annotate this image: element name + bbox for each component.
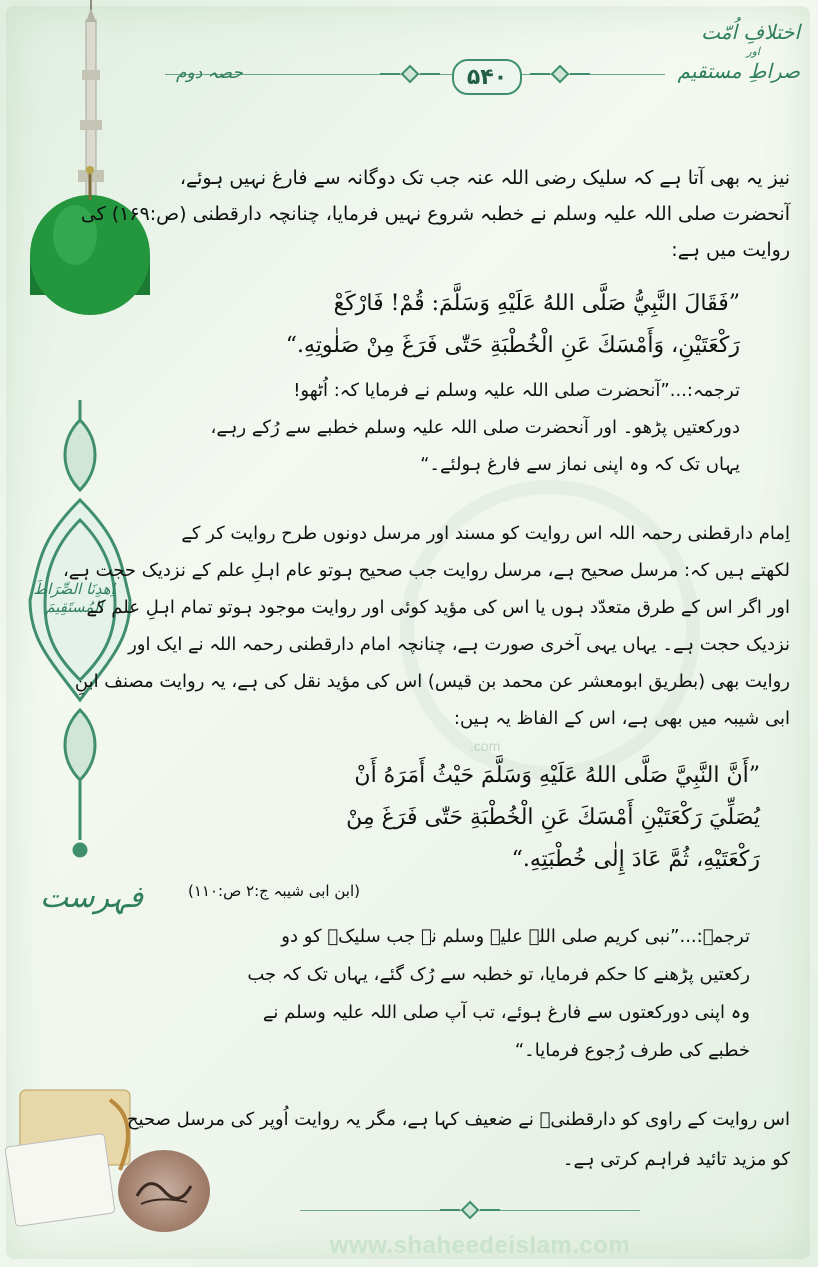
footer-ornament-icon bbox=[440, 1200, 500, 1220]
text-line: دورکعتیں پڑھو۔ اور آنحضرت صلی اللہ علیہ وسلم خطبے سے رُکے رہے، bbox=[210, 417, 740, 438]
text-line: لکھتے ہیں کہ: مرسل صحیح ہے، مرسل روایت جب صحیح ہوتو عام اہلِ علم کے نزدیک حجت ہے، bbox=[63, 560, 790, 581]
text-line: اِمام دارقطنی رحمہ اللہ اس روایت کو مسند اور مرسل دونوں طرح روایت کر کے bbox=[181, 523, 790, 544]
index-link[interactable]: فہرست bbox=[40, 880, 144, 915]
book-title bbox=[650, 20, 800, 84]
website-link[interactable]: www.shaheedeislam.com bbox=[329, 1232, 631, 1259]
sidebar-calligraphy: اِهدِنَا الصِّرَاطَ المُستَقِيمَ bbox=[33, 580, 115, 616]
translation-1 bbox=[210, 372, 740, 483]
hadith-reference: (ابن ابی شیبہ ج:۲ ص:۱۱۰) bbox=[188, 882, 360, 900]
arabic-line: رَكْعَتَيْنِ، وَأَمْسَكَ عَنِ الْخُطْبَةِ حَتّٰى فَرَغَ مِنْ صَلٰوتِهِ.“ bbox=[285, 333, 740, 358]
logo-calligraphy-icon bbox=[129, 1166, 199, 1216]
text-line: اس روایت کے راوی کو دارقطنیؒ نے ضعیف کہا ہے، مگر یہ روایت اُوپر کی مرسل صحیح bbox=[126, 1109, 790, 1130]
watermark-text: .com bbox=[470, 738, 501, 754]
text-line: اور اگر اس کے طرق متعدّد ہوں یا اس کی مؤید کوئی اور روایت موجود ہوتو تمام اہلِ علم کے bbox=[86, 597, 790, 618]
publisher-logo bbox=[118, 1150, 210, 1232]
text-line: روایت میں ہے: bbox=[671, 239, 790, 261]
arabic-quote-2 bbox=[200, 755, 760, 881]
text-line: نیز یہ بھی آتا ہے کہ سلیک رضی اللہ عنہ جب تک دوگانہ سے فارغ نہیں ہوئے، bbox=[179, 167, 790, 189]
arabic-line: ”فَقَالَ النَّبِيُّ صَلَّى اللهُ عَلَيْهِ وَسَلَّمَ: قُمْ! فَارْكَعْ bbox=[333, 291, 740, 316]
arabic-line: يُصَلِّيَ رَكْعَتَيْنِ أَمْسَكَ عَنِ الْخُطْبَةِ حَتّٰى فَرَغَ مِنْ bbox=[346, 805, 760, 830]
green-dome-icon bbox=[30, 166, 150, 315]
paragraph-3 bbox=[126, 1100, 790, 1180]
text-line: خطبے کی طرف رُجوع فرمایا۔“ bbox=[514, 1040, 750, 1061]
section-label: حصہ دوم bbox=[176, 63, 243, 83]
ornate-frame-icon bbox=[30, 400, 130, 856]
text-line: آنحضرت صلی اللہ علیہ وسلم نے خطبہ شروع نہیں فرمایا، چنانچہ دارقطنی (ص:۱۶۹) کی bbox=[80, 203, 790, 225]
text-line: نزدیک حجت ہے۔ یہاں یہی آخری صورت ہے، چنانچہ امام دارقطنی رحمہ اللہ نے ایک اور bbox=[128, 634, 790, 655]
text-line: وہ اپنی دورکعتوں سے فارغ ہوئے، تب آپ صلی اللہ علیہ وسلم نے bbox=[262, 1002, 750, 1023]
text-line: روایت بھی (بطریق ابومعشر عن محمد بن قیس) اس کی مؤید نقل کی ہے، یہ روایت مصنف ابنِ bbox=[74, 671, 790, 692]
left-header-ornament-icon bbox=[380, 64, 440, 84]
book-title-line3: صراطِ مستقیم bbox=[677, 58, 800, 83]
text-line: کو مزید تائید فراہم کرتی ہے۔ bbox=[562, 1149, 790, 1170]
book-title-line2: اور bbox=[746, 45, 760, 58]
text-line: یہاں تک کہ وہ اپنی نماز سے فارغ ہولئے۔“ bbox=[420, 454, 740, 475]
right-header-ornament-icon bbox=[530, 64, 590, 84]
text-line: ابی شیبہ میں بھی ہے، اس کے الفاظ یہ ہیں: bbox=[453, 708, 790, 729]
text-line: رکعتیں پڑھنے کا حکم فرمایا، تو خطبہ سے رُک گئے، یہاں تک کہ جب bbox=[247, 964, 750, 985]
arabic-quote-1 bbox=[230, 283, 740, 367]
page-number: ۵۴۰ bbox=[452, 59, 522, 95]
text-line: ترجمہ:...”نبی کریم صلی اللہ علیہ وسلم نے جب سلیکؓ کو دو bbox=[281, 926, 750, 947]
translation-2 bbox=[185, 918, 750, 1070]
arabic-line: ”أَنَّ النَّبِيَّ صَلَّى اللهُ عَلَيْهِ وَسَلَّمَ حَيْثُ أَمَرَهُ أَنْ bbox=[354, 763, 760, 788]
book-title-line1: اختلافِ اُمّت bbox=[701, 20, 800, 44]
scroll-quill-icon bbox=[5, 1090, 130, 1227]
paragraph-1 bbox=[80, 160, 790, 268]
arabic-line: رَكْعَتَيْهِ، ثُمَّ عَادَ إِلٰى خُطْبَتِهِ.“ bbox=[511, 847, 760, 872]
text-line: ترجمہ:...”آنحضرت صلی اللہ علیہ وسلم نے فرمایا کہ: اُٹھو! bbox=[293, 380, 740, 401]
